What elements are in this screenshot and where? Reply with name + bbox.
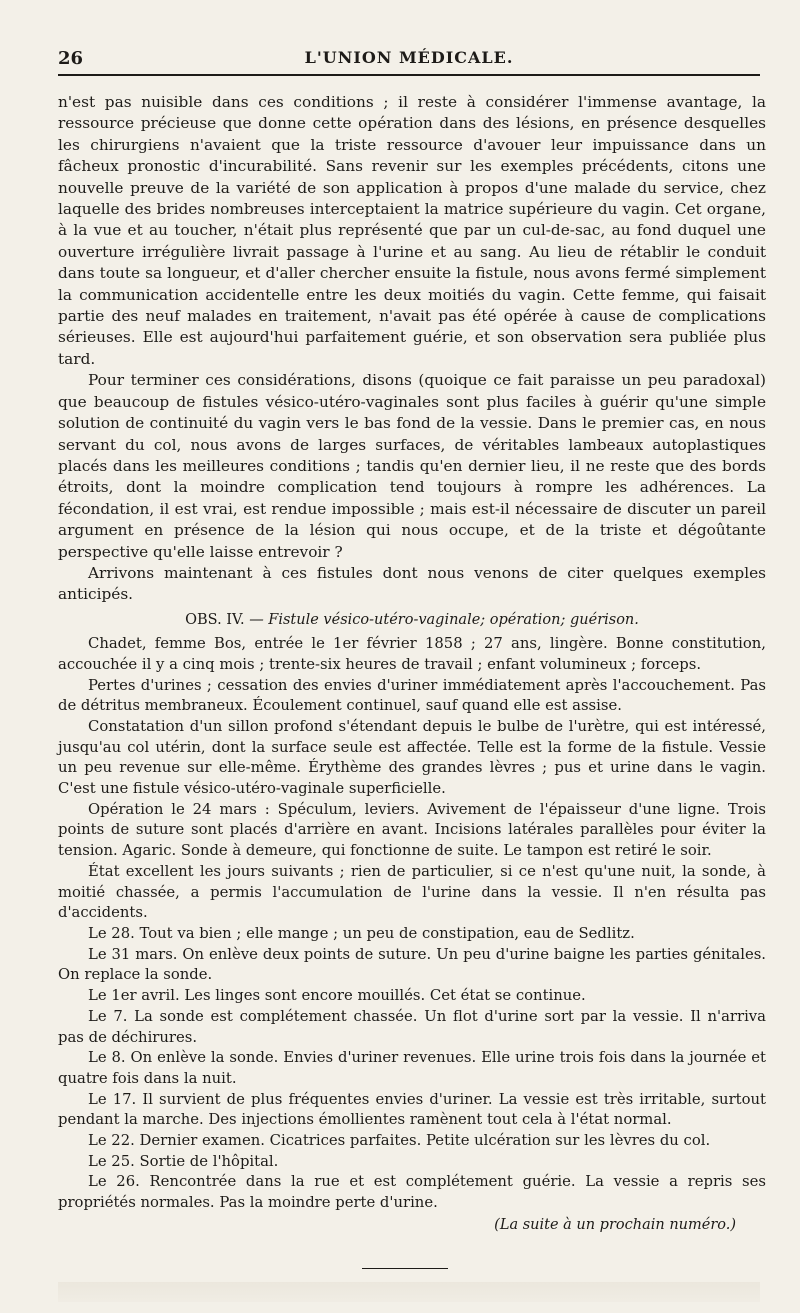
running-title: L'UNION MÉDICALE. bbox=[304, 48, 514, 67]
paragraph: n'est pas nuisible dans ces conditions ; il reste à considérer l'immense avantage, la ressource précieuse que donne cette opération dans des lésions, en présence desquelles les chirurgiens n'avaient que la triste ressource d'avouer leur impuissance dans un fâcheux pronostic d'incurabilité. Sans revenir sur les exemples précédents, citons une nouvelle preuve de la variété de son application à propos d'une malade du service, chez laquelle des brides nombreuses interceptaient la matrice supérieure du vagin. Cet organe, à la vue et au toucher, n'était plus représenté que par un cul-de-sac, au fond duquel une ouverture irrégulière livrait passage à l'urine et au sang. Au lieu de rétablir le conduit dans toute sa longueur, et d'aller chercher ensuite la fistule, nous avons fermé simplement la communication accidentelle entre les deux moitiés du vagin. Cette femme, qui faisait partie des neuf malades en traitement, n'avait pas été opérée à cause de complications sérieuses. Elle est aujourd'hui parfaitement guérie, et son observation sera publiée plus tard. bbox=[58, 93, 766, 368]
case-entry: Le 22. Dernier examen. Cicatrices parfaites. Petite ulcération sur les lèvres du col. bbox=[88, 1132, 711, 1150]
case-entry: Le 25. Sortie de l'hôpital. bbox=[88, 1152, 279, 1170]
case-entry: Le 8. On enlève la sonde. Envies d'uriner revenues. Elle urine trois fois dans la journée et quatre fois dans la nuit. bbox=[58, 1049, 766, 1087]
article-body bbox=[58, 92, 766, 1236]
case-entry: Le 26. Rencontrée dans la rue et est complétement guérie. La vessie a repris ses propriétés normales. Pas la moindre perte d'urine. bbox=[58, 1173, 766, 1212]
continuation-note: (La suite à un prochain numéro.) bbox=[494, 1216, 736, 1233]
case-entry: Chadet, femme Bos, entrée le 1er février 1858 ; 27 ans, lingère. Bonne constitution, accouchée il y a cinq mois ; trente-six heures de travail ; enfant volumineux ; forceps. bbox=[58, 635, 766, 673]
case-entry: État excellent les jours suivants ; rien de particulier, si ce n'est qu'une nuit, la sonde, à moitié chassée, a permis l'accumulation de l'urine dans la vessie. Il n'en résulta pas d'accidents. bbox=[58, 862, 766, 922]
case-report bbox=[58, 634, 766, 1214]
case-entry: Pertes d'urines ; cessation des envies d'uriner immédiatement après l'accouchement. Pas de détritus membraneux. Écoulement continuel, sauf quand elle est assise. bbox=[58, 676, 766, 715]
page-header bbox=[58, 44, 760, 76]
case-entry: Le 17. Il survient de plus fréquentes envies d'uriner. La vessie est très irritable, surtout pendant la marche. Des injections émollientes ramènent tout cela à l'état normal. bbox=[58, 1090, 766, 1129]
page-number: 26 bbox=[58, 48, 84, 69]
footer-divider bbox=[362, 1268, 448, 1269]
observation-subtitle: — Fistule vésico-utéro-vaginale; opération; guérison. bbox=[249, 611, 639, 628]
paragraph: Pour terminer ces considérations, disons (quoique ce fait paraisse un peu paradoxal) que beaucoup de fistules vésico-utéro-vaginales sont plus faciles à guérir qu'une simple solution de continuité du vagin vers le bas fond de la vessie. Dans le premier cas, en nous servant du col, nous avons de larges surfaces, de véritables lambeaux autoplastiques placés dans les meilleures conditions ; tandis qu'en dernier lieu, il ne reste que des bords étroits, dont la moindre complication tend toujours à rompre les adhérences. La fécondation, il est vrai, est rendue impossible ; mais est-il nécessaire de discuter un pareil argument en présence de la lésion qui nous occupe, et de la triste et dégoûtante perspective qu'elle laisse entrevoir ? bbox=[58, 371, 766, 561]
case-entry: Le 28. Tout va bien ; elle mange ; un peu de constipation, eau de Sedlitz. bbox=[88, 925, 635, 942]
page-bleed-through bbox=[58, 1282, 760, 1302]
case-entry: Le 7. La sonde est complétement chassée. Un flot d'urine sort par la vessie. Il n'arriva pas de déchirures. bbox=[58, 1007, 766, 1046]
case-entry: Constatation d'un sillon profond s'étendant depuis le bulbe de l'urètre, qui est intéressé, jusqu'au col utérin, dont la surface seule est affectée. Telle est la forme de la fistule. Vessie un peu revenue sur elle-même. Érythème des grandes lèvres ; pus et urine dans le vagin. C'est une fistule vésico-utéro-vaginale superficielle. bbox=[58, 717, 766, 798]
paragraph: Arrivons maintenant à ces fistules dont nous venons de citer quelques exemples anticipés. bbox=[58, 563, 766, 604]
case-entry: Le 1er avril. Les linges sont encore mouillés. Cet état se continue. bbox=[88, 987, 586, 1005]
observation-heading bbox=[58, 606, 766, 634]
case-entry: Le 31 mars. On enlève deux points de suture. Un peu d'urine baigne les parties génitales. On replace la sonde. bbox=[58, 945, 766, 984]
observation-number: OBS. IV. bbox=[185, 611, 245, 628]
case-entry: Opération le 24 mars : Spéculum, leviers. Avivement de l'épaisseur d'une ligne. Trois points de suture sont placés d'arrière en avant. Incisions latérales parallèles pour éviter la tension. Agaric. Sonde à demeure, qui fonctionne de suite. Le tampon est retiré le soir. bbox=[58, 800, 766, 860]
